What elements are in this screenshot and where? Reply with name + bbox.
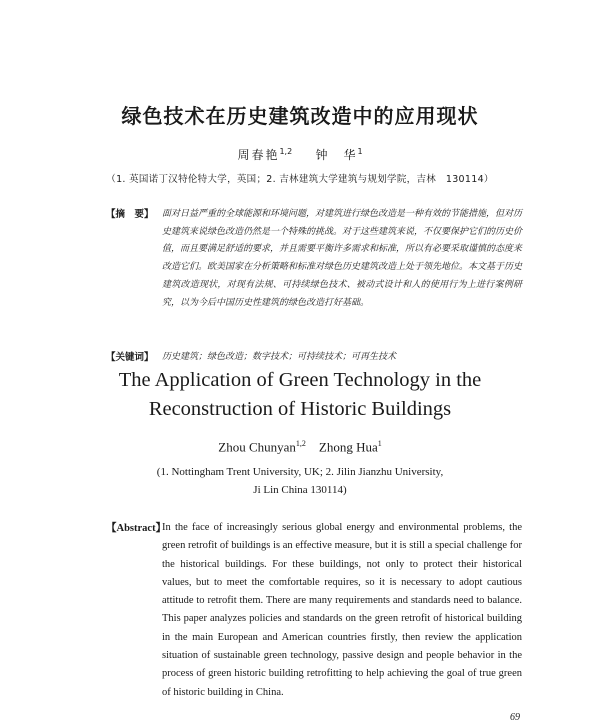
chinese-author-1: 周春艳: [237, 148, 280, 162]
english-title: [0, 366, 600, 424]
english-affiliation-line-1: (1. Nottingham Trent University, UK; 2. Jilin Jianzhu University,: [156, 466, 444, 478]
english-author-2-affiliation-mark: 1: [377, 439, 382, 448]
english-author-1-affiliation-mark: 1,2: [295, 439, 306, 448]
chinese-author-1-affiliation-mark: 1,2: [279, 147, 293, 156]
chinese-affiliation: （1. 英国诺丁汉特伦特大学，英国；2. 吉林建筑大学建筑与规划学院，吉林 130114）: [106, 174, 494, 185]
english-affiliation: [0, 463, 600, 499]
english-author-2: Zhong Hua: [318, 439, 378, 455]
chinese-keywords-label: 【关键词】: [106, 352, 154, 363]
chinese-title: 绿色技术在历史建筑改造中的应用现状: [121, 104, 479, 128]
chinese-author-2: 钟 华: [315, 148, 358, 162]
english-authors: [0, 439, 600, 455]
chinese-author-2-affiliation-mark: 1: [357, 147, 363, 156]
chinese-abstract-label: 【摘 要】: [106, 209, 154, 220]
english-title-line-2: Reconstruction of Historic Buildings: [148, 398, 452, 420]
chinese-authors: [0, 146, 600, 163]
chinese-keywords-text: 历史建筑；绿色改造；数字技术；可持续技术；可再生技术: [162, 352, 397, 362]
english-abstract-text: In the face of increasingly serious global energy and environmental problems, the green retrofit of buildings is an effective measure, but it is still a special challenge for the historical buildings. For these buildings, not only to protect their historical values, but to meet the comfortable requires, so it is necessary to adopt cautious attitude to retrofit them. There are many requirements and standards need to balance. This paper analyzes policies and standards on the green retrofit of historical building in the main European and American countries firstly, then review the application situation of sustainable green technology, passive design and people behavior in the process of green historic building retrofitting to help achieving the goal of true green of historic building in China.: [162, 522, 522, 698]
chinese-abstract-text: 面对日益严重的全球能源和环境问题，对建筑进行绿色改造是一种有效的节能措施，但对历史建筑来说绿色改造仍然是一个特殊的挑战。对于这些建筑来说，不仅要保护它们的历史价值，而且要满足舒适的要求，并且需要平衡许多需求和标准，所以有必要采取谨慎的态度来改造它们。欧美国家在分析策略和标准对绿色历史建筑改造上处于领先地位。本文基于历史建筑改造现状，对现有法规、可持续绿色技术、被动式设计和人的使用行为上进行案例研究，以为今后中国历史性建筑的绿色改造打好基础。: [162, 209, 523, 308]
page-number: 69: [510, 712, 520, 723]
english-affiliation-line-2: Ji Lin China 130114): [253, 484, 347, 496]
english-abstract-label: 【Abstract】: [106, 523, 167, 534]
english-author-1: Zhou Chunyan: [218, 439, 296, 455]
english-title-line-1: The Application of Green Technology in the: [118, 369, 482, 391]
